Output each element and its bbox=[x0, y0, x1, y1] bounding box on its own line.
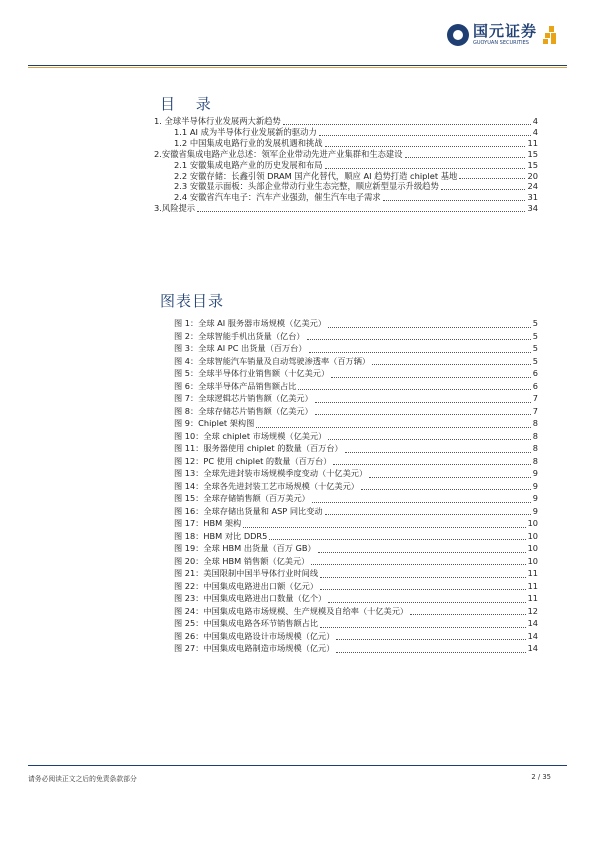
logo-text bbox=[473, 24, 537, 46]
figure-entry[interactable] bbox=[174, 342, 538, 355]
dot-leader bbox=[307, 339, 531, 340]
figure-entry[interactable] bbox=[174, 542, 538, 555]
figure-entry[interactable] bbox=[174, 567, 538, 580]
toc-entry[interactable] bbox=[154, 160, 538, 171]
toc-entry-page: 4 bbox=[532, 126, 538, 137]
figure-entry-text: 图 10：全球 chiplet 市场规模（亿美元） bbox=[174, 430, 327, 441]
figure-entry-page: 5 bbox=[532, 318, 538, 328]
figure-entry-text: 图 16：全球存储出货量和 ASP 同比变动 bbox=[174, 505, 323, 516]
dot-leader bbox=[441, 189, 526, 190]
dot-leader bbox=[336, 652, 525, 653]
figure-entry[interactable] bbox=[174, 505, 538, 518]
figure-entry[interactable] bbox=[174, 642, 538, 655]
figure-entry-text: 图 12：PC 使用 chiplet 的数量（百万台） bbox=[174, 455, 332, 466]
toc-entry-page: 34 bbox=[527, 203, 538, 214]
dot-leader bbox=[325, 168, 526, 169]
brand-logo bbox=[447, 24, 557, 46]
figure-entry-text: 图 1：全球 AI 服务器市场规模（亿美元） bbox=[174, 318, 327, 328]
figure-entry[interactable] bbox=[174, 392, 538, 405]
figure-entry-text: 图 26：中国集成电路设计市场规模（亿元） bbox=[174, 630, 335, 641]
figure-entry-page: 10 bbox=[527, 543, 538, 553]
toc-entry[interactable] bbox=[154, 203, 538, 214]
figure-entry-text: 图 25：中国集成电路各环节销售额占比 bbox=[174, 618, 319, 628]
figure-entry-page: 9 bbox=[532, 493, 538, 503]
dot-leader bbox=[410, 614, 525, 615]
figure-entry-text: 图 8：全球存储芯片销售额（亿美元） bbox=[174, 405, 313, 416]
figure-entry-text: 图 24：中国集成电路市场规模、生产规模及自给率（十亿美元） bbox=[174, 605, 409, 616]
figure-entry-text: 图 2：全球智能手机出货量（亿台） bbox=[174, 330, 305, 341]
figure-entry[interactable] bbox=[174, 455, 538, 468]
toc-entry-page: 4 bbox=[532, 116, 538, 126]
figure-entry-page: 8 bbox=[532, 443, 538, 453]
toc-entry-page: 20 bbox=[527, 170, 538, 181]
figure-entry-text: 图 6：全球半导体产品销售额占比 bbox=[174, 380, 297, 391]
toc-entry[interactable] bbox=[154, 138, 538, 149]
figure-entry-text: 图 4：全球智能汽车销量及自动驾驶渗透率（百万辆） bbox=[174, 355, 371, 366]
dot-leader bbox=[383, 200, 526, 201]
figure-entry[interactable] bbox=[174, 517, 538, 530]
dot-leader bbox=[320, 627, 526, 628]
toc-entry[interactable] bbox=[154, 181, 538, 192]
figures-title: 图表目录 bbox=[160, 292, 225, 310]
figure-entry-text: 图 23：中国集成电路进出口数量（亿个） bbox=[174, 593, 327, 603]
dot-leader bbox=[333, 464, 530, 465]
toc-entry-text: 3.风险提示 bbox=[154, 203, 196, 214]
toc-entry-page: 31 bbox=[527, 192, 538, 203]
figure-entry[interactable] bbox=[174, 417, 538, 430]
figure-entry-text: 图 3：全球 AI PC 出货量（百万台） bbox=[174, 343, 307, 353]
figure-entry[interactable] bbox=[174, 317, 538, 330]
dot-leader bbox=[312, 502, 531, 503]
figure-entry-page: 7 bbox=[532, 393, 538, 403]
dot-leader bbox=[298, 389, 530, 390]
figure-entry[interactable] bbox=[174, 592, 538, 605]
toc-entry[interactable] bbox=[154, 171, 538, 182]
toc-entry-text: 1.1 AI 成为半导体行业发展新的驱动力 bbox=[174, 126, 317, 137]
dot-leader bbox=[369, 477, 531, 478]
dot-leader bbox=[372, 364, 531, 365]
figure-entry-page: 6 bbox=[532, 368, 538, 378]
figure-entry-page: 7 bbox=[532, 405, 538, 416]
figure-list bbox=[174, 317, 538, 655]
figure-entry-page: 11 bbox=[527, 593, 538, 603]
dot-leader bbox=[311, 564, 525, 565]
figure-entry-page: 9 bbox=[532, 480, 538, 491]
figure-entry[interactable] bbox=[174, 442, 538, 455]
figure-entry-text: 图 19：全球 HBM 出货量（百万 GB） bbox=[174, 543, 316, 553]
figure-entry[interactable] bbox=[174, 530, 538, 543]
dot-leader bbox=[328, 439, 530, 440]
footer-rule bbox=[28, 765, 567, 766]
dot-leader bbox=[256, 427, 531, 428]
figure-entry[interactable] bbox=[174, 580, 538, 593]
toc-title: 目 录 bbox=[160, 95, 219, 113]
figure-entry-text: 图 15：全球存储销售额（百万美元） bbox=[174, 493, 310, 503]
figure-entry[interactable] bbox=[174, 630, 538, 643]
dot-leader bbox=[325, 514, 531, 515]
figure-entry-page: 8 bbox=[532, 418, 538, 428]
dot-leader bbox=[361, 489, 531, 490]
figure-entry-text: 图 14：全球各先进封装工艺市场规模（十亿美元） bbox=[174, 480, 359, 491]
toc-entry[interactable] bbox=[154, 149, 538, 160]
figure-entry[interactable] bbox=[174, 492, 538, 505]
toc-entry-text: 1. 全球半导体行业发展两大新趋势 bbox=[154, 116, 281, 126]
figure-entry[interactable] bbox=[174, 467, 538, 480]
brand-name-cn: 国元证券 bbox=[472, 22, 537, 40]
figure-entry-page: 14 bbox=[527, 643, 538, 653]
dot-leader bbox=[319, 135, 531, 136]
dot-leader bbox=[320, 589, 526, 590]
toc-entry-page: 15 bbox=[527, 159, 538, 170]
logo-mark-icon bbox=[447, 24, 469, 46]
toc-entry-page: 15 bbox=[527, 148, 538, 159]
dot-leader bbox=[331, 377, 531, 378]
figure-entry-page: 11 bbox=[527, 568, 538, 578]
toc-entry-text: 1.2 中国集成电路行业的发展机遇和挑战 bbox=[174, 137, 323, 148]
figure-entry[interactable] bbox=[174, 405, 538, 418]
dot-leader bbox=[243, 527, 525, 528]
figure-entry-page: 10 bbox=[527, 530, 538, 541]
figure-entry-page: 14 bbox=[527, 630, 538, 641]
dot-leader bbox=[283, 124, 531, 125]
figure-entry-page: 11 bbox=[527, 580, 538, 591]
toc-entry[interactable] bbox=[154, 192, 538, 203]
figure-entry-page: 6 bbox=[532, 380, 538, 391]
dot-leader bbox=[336, 639, 525, 640]
figure-entry-text: 图 27：中国集成电路制造市场规模（亿元） bbox=[174, 643, 335, 653]
figure-entry[interactable] bbox=[174, 430, 538, 443]
dot-leader bbox=[325, 146, 526, 147]
figure-entry-page: 5 bbox=[532, 330, 538, 341]
figure-entry-page: 14 bbox=[527, 618, 538, 628]
figure-entry-text: 图 18：HBM 对比 DDR5 bbox=[174, 530, 268, 541]
figure-entry-text: 图 22：中国集成电路进出口额（亿元） bbox=[174, 580, 319, 591]
dot-leader bbox=[315, 402, 531, 403]
header-rule-accent bbox=[28, 67, 567, 68]
figure-entry-page: 10 bbox=[527, 555, 538, 566]
dot-leader bbox=[320, 577, 526, 578]
figure-entry[interactable] bbox=[174, 605, 538, 618]
dot-leader bbox=[269, 539, 525, 540]
toc-entry-text: 2.3 安徽显示面板：头部企业带动行业生态完整，顺应新型显示升级趋势 bbox=[174, 181, 439, 192]
header-rule bbox=[28, 65, 567, 66]
figure-entry[interactable] bbox=[174, 367, 538, 380]
dot-leader bbox=[459, 178, 525, 179]
figure-entry-page: 5 bbox=[532, 355, 538, 366]
toc-list bbox=[154, 116, 538, 214]
figure-entry-page: 8 bbox=[532, 455, 538, 466]
figure-entry-text: 图 7：全球逻辑芯片销售额（亿美元） bbox=[174, 393, 313, 403]
figure-entry-page: 9 bbox=[532, 468, 538, 478]
figure-entry-text: 图 13：全球先进封装市场规模季度变动（十亿美元） bbox=[174, 468, 368, 478]
figure-entry[interactable] bbox=[174, 617, 538, 630]
dot-leader bbox=[328, 602, 525, 603]
toc-entry-text: 2.1 安徽集成电路产业的历史发展和布局 bbox=[174, 159, 323, 170]
dot-leader bbox=[345, 452, 531, 453]
figure-entry-page: 9 bbox=[532, 505, 538, 516]
figure-entry-page: 12 bbox=[527, 605, 538, 616]
figure-entry-text: 图 21：美国限制中国半导体行业时间线 bbox=[174, 568, 319, 578]
figure-entry[interactable] bbox=[174, 480, 538, 493]
dot-leader bbox=[405, 157, 526, 158]
figure-entry[interactable] bbox=[174, 555, 538, 568]
dot-leader bbox=[197, 211, 525, 212]
figure-entry-text: 图 9：Chiplet 架构图 bbox=[174, 418, 255, 428]
toc-entry[interactable] bbox=[154, 127, 538, 138]
toc-entry-text: 2.2 安徽存储：长鑫引领 DRAM 国产化替代，顺应 AI 趋势打造 chiplet 基地 bbox=[174, 170, 458, 181]
toc-entry[interactable] bbox=[154, 116, 538, 127]
logo-bars-icon bbox=[543, 26, 557, 44]
figure-entry-text: 图 17：HBM 架构 bbox=[174, 518, 242, 528]
dot-leader bbox=[309, 352, 531, 353]
figure-entry-page: 5 bbox=[532, 343, 538, 353]
page-number: 2 / 35 bbox=[531, 773, 551, 781]
toc-entry-page: 11 bbox=[527, 137, 538, 148]
footer-disclaimer: 请务必阅读正文之后的免责条款部分 bbox=[28, 775, 137, 783]
figure-entry[interactable] bbox=[174, 380, 538, 393]
figure-entry[interactable] bbox=[174, 355, 538, 368]
figure-entry[interactable] bbox=[174, 330, 538, 343]
dot-leader bbox=[318, 552, 526, 553]
figure-entry-page: 8 bbox=[532, 430, 538, 441]
toc-entry-text: 2.4 安徽省汽车电子：汽车产业强劲，催生汽车电子需求 bbox=[174, 192, 381, 203]
figure-entry-text: 图 11：服务器使用 chiplet 的数量（百万台） bbox=[174, 443, 343, 453]
toc-entry-page: 24 bbox=[527, 181, 538, 192]
figure-entry-text: 图 20：全球 HBM 销售额（亿美元） bbox=[174, 555, 310, 566]
dot-leader bbox=[315, 414, 531, 415]
toc-entry-text: 2.安徽省集成电路产业总述：领军企业带动先进产业集群和生态建设 bbox=[154, 148, 403, 159]
figure-entry-page: 10 bbox=[527, 518, 538, 528]
dot-leader bbox=[328, 327, 531, 328]
figure-entry-text: 图 5：全球半导体行业销售额（十亿美元） bbox=[174, 368, 330, 378]
brand-name-en: GUOYUAN SECURITIES bbox=[472, 40, 529, 46]
